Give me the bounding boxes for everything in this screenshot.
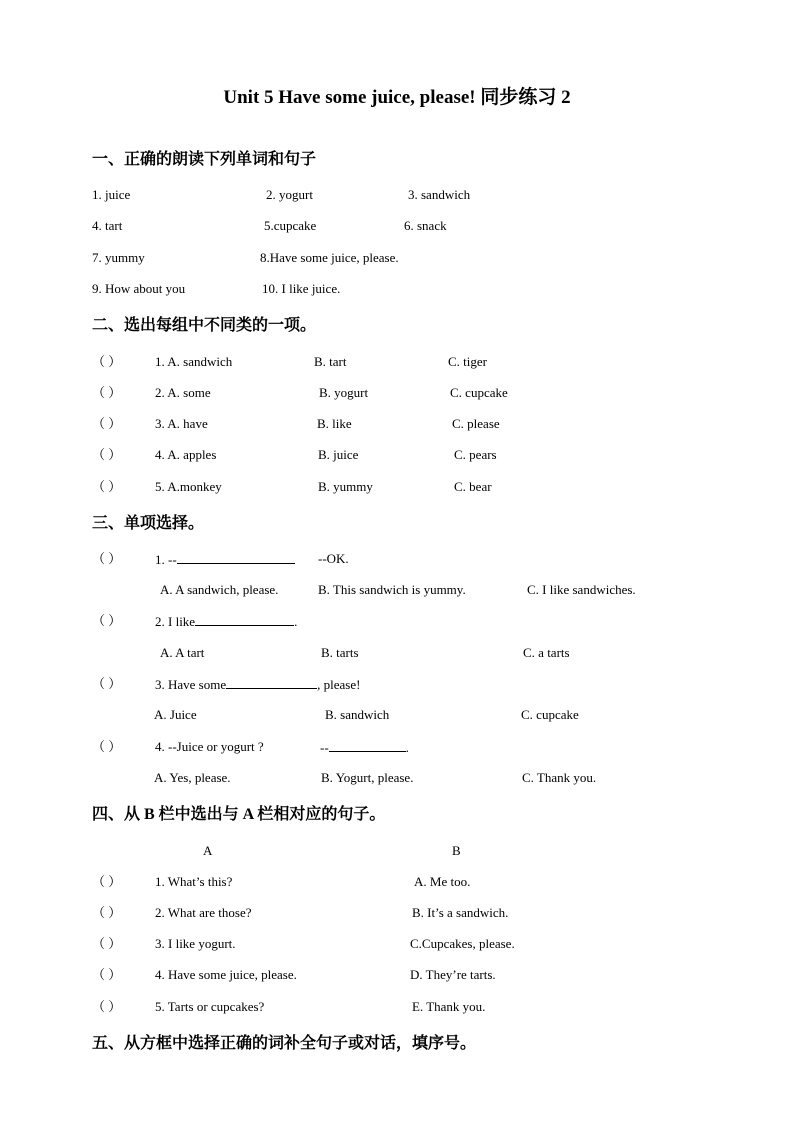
option-c: C. a tarts	[523, 645, 570, 660]
option-b: B. like	[317, 416, 352, 431]
answer-bracket[interactable]: （ ）	[92, 385, 122, 400]
section-3-heading: 三、单项选择。	[92, 515, 205, 532]
question-reply-end: .	[405, 740, 409, 755]
option-b: B. Yogurt, please.	[321, 770, 414, 785]
section-2-heading: 二、选出每组中不同类的一项。	[92, 317, 317, 334]
answer-bracket[interactable]: （ ）	[92, 905, 122, 920]
match-item-b: D. They’re tarts.	[410, 967, 496, 982]
word-item: 5.cupcake	[264, 218, 317, 233]
section-5-heading: 五、从方框中选择正确的词补全句子或对话，填序号。	[92, 1035, 477, 1052]
option-b: B. tarts	[321, 645, 359, 660]
option-b: B. juice	[318, 447, 359, 462]
option-c: C. tiger	[448, 354, 487, 369]
answer-bracket[interactable]: （ ）	[92, 676, 122, 691]
question-stem	[155, 551, 295, 568]
match-item-a: 4. Have some juice, please.	[155, 967, 297, 982]
sentence-item: 8.Have some juice, please.	[260, 250, 399, 265]
word-item: 7. yummy	[92, 250, 145, 265]
word-item: 4. tart	[92, 218, 123, 233]
question-option-a: 1. A. sandwich	[155, 354, 233, 369]
question-stem-text: 1. --	[155, 552, 177, 567]
fill-blank[interactable]	[177, 551, 295, 564]
option-a: A. Juice	[154, 707, 197, 722]
fill-blank[interactable]	[195, 613, 294, 626]
question-option-a: 4. A. apples	[155, 447, 217, 462]
question-stem: 4. --Juice or yogurt ?	[155, 739, 264, 754]
word-item: 6. snack	[404, 218, 447, 233]
option-c: C. pears	[454, 447, 497, 462]
question-stem-text: 2. I like	[155, 614, 196, 629]
answer-bracket[interactable]: （ ）	[92, 354, 122, 369]
question-stem	[155, 676, 360, 693]
option-b: B. sandwich	[325, 707, 390, 722]
question-stem-end: .	[294, 614, 298, 629]
match-item-a: 2. What are those?	[155, 905, 252, 920]
match-item-b: E. Thank you.	[412, 999, 486, 1014]
option-b: B. This sandwich is yummy.	[318, 582, 466, 597]
answer-bracket[interactable]: （ ）	[92, 613, 122, 628]
sentence-item: 9. How about you	[92, 281, 186, 296]
word-item: 2. yogurt	[266, 187, 313, 202]
word-item: 3. sandwich	[408, 187, 471, 202]
option-c: C. bear	[454, 479, 492, 494]
question-option-a: 2. A. some	[155, 385, 211, 400]
option-a: A. A sandwich, please.	[160, 582, 279, 597]
answer-bracket[interactable]: （ ）	[92, 551, 122, 566]
option-c: C. cupcake	[450, 385, 508, 400]
sentence-item: 10. I like juice.	[262, 281, 341, 296]
match-item-a: 1. What’s this?	[155, 874, 233, 889]
fill-blank[interactable]	[329, 739, 406, 752]
answer-bracket[interactable]: （ ）	[92, 967, 122, 982]
option-a: A. Yes, please.	[154, 770, 231, 785]
page-title: Unit 5 Have some juice, please! 同步练习 2	[223, 87, 571, 108]
answer-bracket[interactable]: （ ）	[92, 479, 122, 494]
option-b: B. yogurt	[319, 385, 369, 400]
option-c: C. Thank you.	[522, 770, 597, 785]
option-a: A. A tart	[160, 645, 205, 660]
answer-bracket[interactable]: （ ）	[92, 874, 122, 889]
column-b-header: B	[452, 843, 461, 858]
question-option-a: 5. A.monkey	[155, 479, 222, 494]
answer-bracket[interactable]: （ ）	[92, 999, 122, 1014]
column-a-header: A	[203, 843, 213, 858]
match-item-b: C.Cupcakes, please.	[410, 936, 515, 951]
answer-bracket[interactable]: （ ）	[92, 739, 122, 754]
match-item-a: 5. Tarts or cupcakes?	[155, 999, 265, 1014]
match-item-a: 3. I like yogurt.	[155, 936, 236, 951]
option-b: B. tart	[314, 354, 347, 369]
option-c: C. I like sandwiches.	[527, 582, 636, 597]
question-reply	[320, 739, 409, 756]
answer-bracket[interactable]: （ ）	[92, 936, 122, 951]
question-reply-text: --	[320, 740, 329, 755]
section-4-heading: 四、从 B 栏中选出与 A 栏相对应的句子。	[92, 806, 386, 823]
option-c: C. please	[452, 416, 500, 431]
question-stem	[155, 613, 297, 630]
match-item-b: B. It’s a sandwich.	[412, 905, 509, 920]
answer-bracket[interactable]: （ ）	[92, 447, 122, 462]
match-item-b: A. Me too.	[414, 874, 471, 889]
section-1-heading: 一、正确的朗读下列单词和句子	[92, 151, 317, 168]
option-c: C. cupcake	[521, 707, 579, 722]
word-item: 1. juice	[92, 187, 131, 202]
question-option-a: 3. A. have	[155, 416, 208, 431]
question-stem-text: 3. Have some	[155, 677, 227, 692]
question-stem-end: , please!	[317, 677, 361, 692]
fill-blank[interactable]	[226, 676, 317, 689]
question-reply: --OK.	[318, 551, 349, 566]
answer-bracket[interactable]: （ ）	[92, 416, 122, 431]
option-b: B. yummy	[318, 479, 373, 494]
